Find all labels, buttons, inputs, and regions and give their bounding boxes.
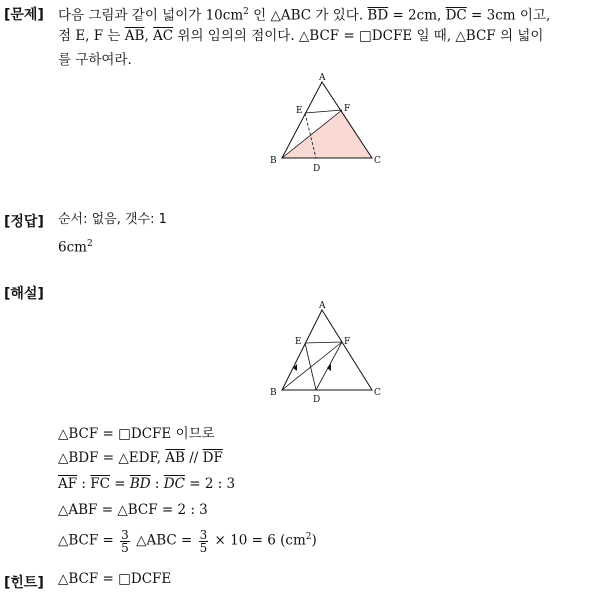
solution-step-5: △BCF = $\frac{3}{5}$ △ABC = $\frac{3}{5}$ × 10 = 6 $(cm^2)$ [58,527,317,555]
answer-label: [정답] [4,214,44,230]
solution-step-2: △BDF = △EDF, $\overline{AB} // \overline{DF}$ [58,450,223,466]
problem-line-1: 다음 그림과 같이 넓이가 $10cm^2$ 인 △ABC 가 있다. $\overline{BD} = 2cm$, $\overline{DC} = 3cm$ 이고, [58,7,551,24]
solution-step-4: △ABF = △BCF = 2 : 3 [58,502,208,518]
label-f-2: F [344,337,351,347]
hint-text: △BCF = □DCFE [58,571,172,587]
segment-ef [305,110,342,113]
answer-meta: 순서: 없음, 갯수: 1 [58,212,167,227]
segment-ef-2 [305,342,342,343]
arrow-head-2 [327,364,331,371]
problem-line-3: 를 구하여라. [58,52,132,68]
problem-line-2: 점 E, F 는 $\overline{AB}$, $\overline{AC}$ 위의 임의의 점이다. △BCF = □DCFE 일 때, △BCF 의 넓이 [58,28,544,44]
triangle-figure-2 [262,298,386,404]
label-f: F [344,104,351,114]
label-d-2: D [313,395,321,404]
label-d: D [313,164,321,174]
label-c-2: C [374,388,381,398]
answer-value: $6cm^2$ [58,239,93,256]
problem-label: [문제] [4,7,44,23]
label-c: C [374,156,381,166]
label-e: E [296,106,303,116]
label-b-2: B [270,388,277,398]
solution-step-1: △BCF = □DCFE 이므로 [58,426,215,442]
label-b: B [270,156,277,166]
segment-bf-2 [282,342,342,390]
hint-label: [힌트] [4,575,44,591]
label-a: A [319,73,326,83]
label-a-2: A [319,301,326,311]
triangle-abc-2 [282,310,372,390]
solution-step-3: $\overline{AF}$ : $\overline{FC} = \overline{BD}$ : $\overline{DC} = 2$ : 3 [58,476,236,492]
fraction-3-5-a: $\frac{3}{5}$ [121,527,129,555]
triangle-figure-1 [262,70,386,174]
solution-label: [해설] [4,286,44,302]
shaded-triangle-bcf [282,110,372,158]
label-e-2: E [295,337,302,347]
fraction-3-5-b: $\frac{3}{5}$ [199,527,208,555]
segment-ed-2 [305,343,316,390]
